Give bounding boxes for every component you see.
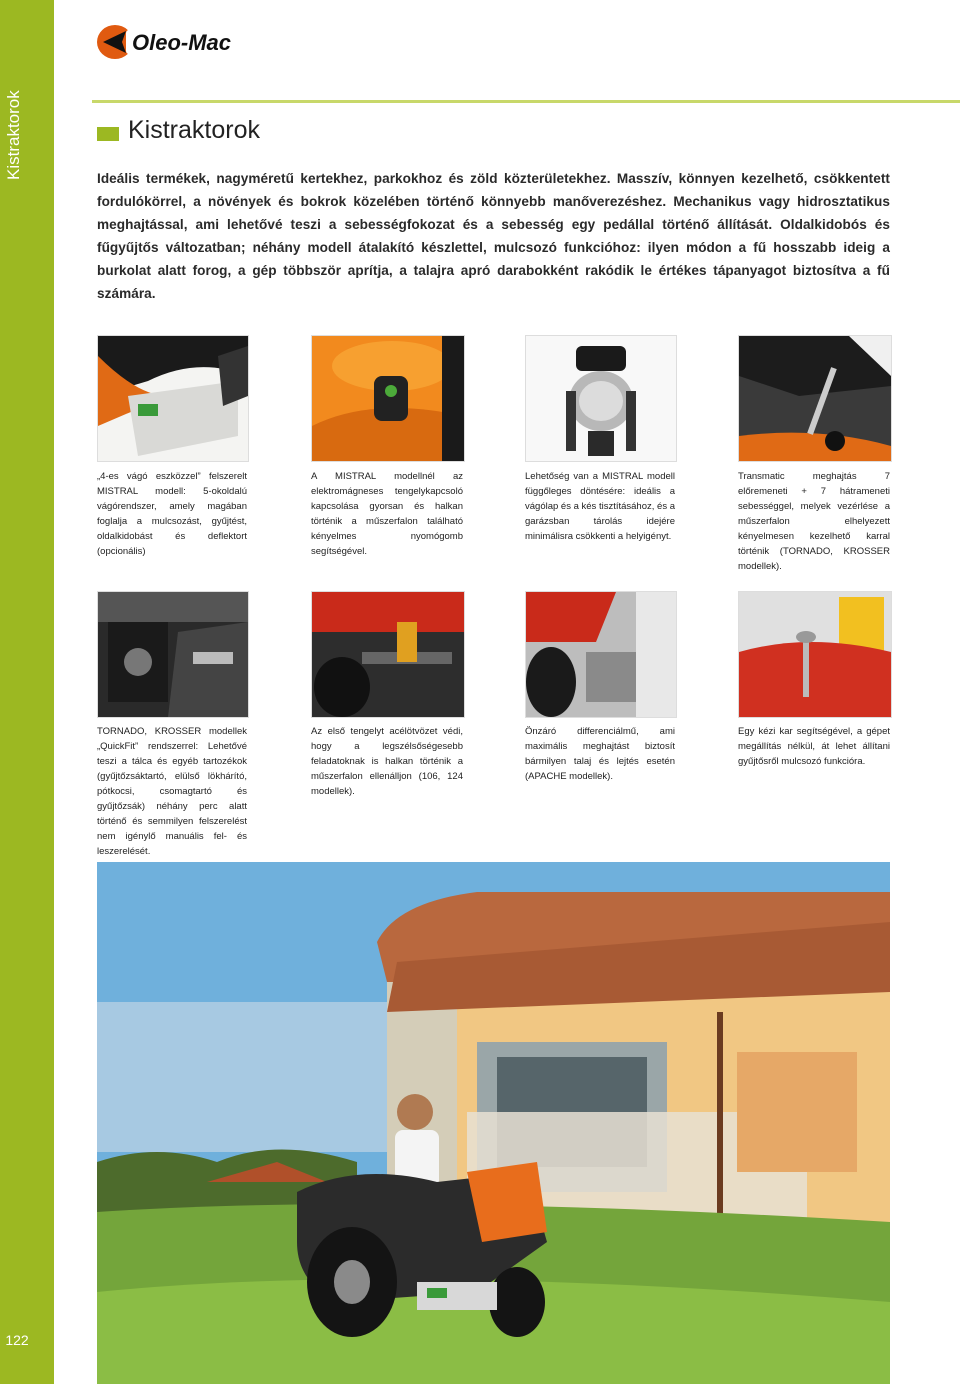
caption-transmatic: Transmatic meghajtás 7 előremeneti + 7 hátrameneti sebességgel, melyek vezérlése a műszerfalon elhelyezett kényelmesen kezelhető karral történik (TORNADO, KROSSER modellek). bbox=[738, 471, 890, 572]
heading-marker bbox=[97, 127, 119, 141]
caption-quickfit: TORNADO, KROSSER modellek „QuickFit” rendszerrel: Lehetővé teszi a tálca és egyéb tartozékok (gyűjtőzsáktartó, elülső lökhárító, pótkocsi, csomagtartó és gyűjtőzsák) néhány perc alatt történő és semmilyen felszerelést nem igénylő manuális fel- és leszerelését. bbox=[97, 726, 247, 857]
brand-logo bbox=[96, 22, 246, 62]
photo-front-axle bbox=[311, 591, 465, 718]
svg-text:Oleo-Mac: Oleo-Mac bbox=[132, 30, 232, 55]
photo-transmatic-lever bbox=[738, 335, 892, 462]
caption-vertical-tilt: Lehetőség van a MISTRAL modell függőleges döntésére: ideális a vágólap és a kés tisztításához, és a garázsban tárolás idejére minimálisra csökkenti a helyigényt. bbox=[525, 471, 675, 542]
caption-electromagnetic-clutch: A MISTRAL modellnél az elektromágneses tengelykapcsoló kapcsolása gyorsan és halkan történik a műszerfalon található kényelmes nyomógomb segítségével. bbox=[311, 471, 463, 557]
caption-cutting-deck: „4-es vágó eszközzel” felszerelt MISTRAL modell: 5-okoldalú vágórendszer, amely magában foglalja a mulcsozást, gyűjtést, oldalkidobást és deflektort (opcionális) bbox=[97, 471, 247, 557]
sidebar bbox=[0, 0, 54, 1384]
photo-tractor-in-garden bbox=[97, 862, 890, 1384]
photo-mulching-lever bbox=[738, 591, 892, 718]
page-title: Kistraktorok bbox=[128, 116, 260, 144]
photo-differential bbox=[525, 591, 677, 718]
photo-cutting-deck bbox=[97, 335, 249, 462]
caption-front-axle: Az első tengelyt acélötvözet védi, hogy a legszélsőségesebb feladatoknak is halkan történik a műszerfalon ellenálljon (106, 124 modellek). bbox=[311, 726, 463, 797]
sidebar-title: Kistraktorok bbox=[4, 90, 23, 180]
caption-mulching-lever: Egy kézi kar segítségével, a gépet megállítás nélkül, át lehet állítani gyűjtősről mulcsozó funkcióra. bbox=[738, 726, 890, 767]
intro-paragraph: Ideális termékek, nagyméretű kertekhez, parkokhoz és zöld közterületekhez. Masszív, könnyen kezelhető, csökkentett fordulókörrel, a növények és bokrok közelében történő könnyebb manőverezéshez. Mechanikus vagy hidrosztatikus meghajtással, ami lehetővé teszi a sebességfokozat és a sebesség egy pedállal történő állítását. Oldalkidobós és fűgyűjtős változatban; néhány modell átalakító készlettel, mulcsozó funkcióhoz: ilyen módon a fű hosszabb ideig a burkolat alatt forog, a gép többször aprítja, a talajra apró darabokként rakódik le értékes tápanyagot biztosítva a fű számára. bbox=[97, 171, 890, 301]
photo-electromagnetic-clutch bbox=[311, 335, 465, 462]
photo-vertical-tilt bbox=[525, 335, 677, 462]
photo-quickfit bbox=[97, 591, 249, 718]
page-number: 122 bbox=[5, 1332, 29, 1348]
caption-differential: Önzáró differenciálmű, ami maximális meghajtást biztosít bármilyen talaj és lejtés esetén (APACHE modellek). bbox=[525, 726, 675, 782]
heading-rule bbox=[92, 100, 960, 103]
